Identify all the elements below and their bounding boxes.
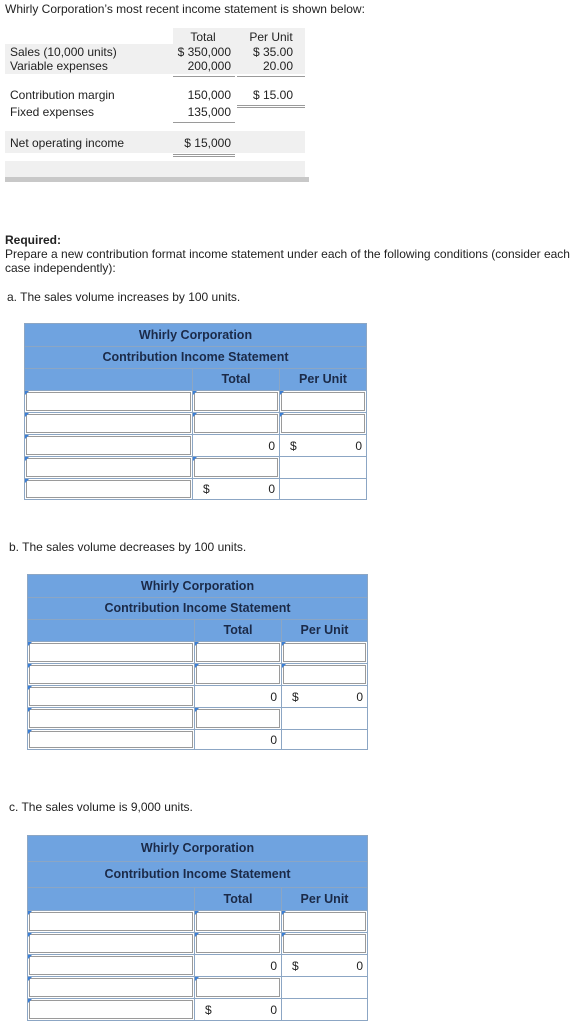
total-input[interactable] bbox=[196, 912, 280, 931]
required-text: Prepare a new contribution format income statement under each of the following conditions (consider each case independently): bbox=[5, 247, 570, 275]
col-per-unit-header: Per Unit bbox=[282, 620, 367, 642]
line-item-label-input[interactable] bbox=[26, 480, 191, 498]
company-name: Whirly Corporation bbox=[28, 575, 367, 598]
row-label: Fixed expenses bbox=[10, 105, 95, 119]
worksheet-a bbox=[24, 323, 367, 500]
company-name: Whirly Corporation bbox=[28, 836, 367, 862]
per-unit-input[interactable] bbox=[283, 665, 366, 684]
line-item-label-input[interactable] bbox=[29, 687, 193, 706]
total-input[interactable] bbox=[196, 709, 280, 728]
total-input[interactable] bbox=[194, 458, 278, 477]
cm-total-value: 0 bbox=[270, 689, 277, 704]
noi-total-value: 0 bbox=[270, 1002, 277, 1017]
total-input[interactable] bbox=[194, 392, 278, 411]
total-input[interactable] bbox=[196, 934, 280, 953]
currency-symbol: $ bbox=[203, 482, 210, 496]
required-heading: Required: bbox=[5, 233, 62, 247]
per-unit-input[interactable] bbox=[281, 392, 365, 411]
col-total-header: Total bbox=[193, 369, 280, 391]
part-a-prompt: a. The sales volume increases by 100 units. bbox=[7, 290, 241, 304]
row-per-unit: $ 35.00 bbox=[252, 45, 293, 59]
row-per-unit: $ 15.00 bbox=[252, 88, 293, 102]
total-input[interactable] bbox=[196, 665, 280, 684]
part-c-prompt: c. The sales volume is 9,000 units. bbox=[9, 800, 193, 814]
cm-total-value: 0 bbox=[270, 958, 277, 973]
line-item-label-input[interactable] bbox=[26, 436, 191, 455]
row-label: Variable expenses bbox=[10, 59, 108, 73]
line-item-label-input[interactable] bbox=[26, 458, 191, 477]
line-item-label-input[interactable] bbox=[29, 956, 193, 975]
col-total-header: Total bbox=[195, 888, 282, 911]
row-label: Sales (10,000 units) bbox=[10, 45, 117, 59]
worksheet-c bbox=[27, 835, 368, 1021]
company-name: Whirly Corporation bbox=[25, 324, 366, 347]
currency-symbol: $ bbox=[205, 1002, 212, 1017]
per-unit-input[interactable] bbox=[283, 934, 366, 953]
row-label: Contribution margin bbox=[10, 88, 115, 102]
line-item-label-input[interactable] bbox=[29, 643, 193, 662]
row-per-unit: 20.00 bbox=[262, 59, 293, 73]
line-item-label-input[interactable] bbox=[29, 665, 193, 684]
col-total-header: Total bbox=[195, 620, 282, 642]
row-total: 150,000 bbox=[187, 88, 231, 102]
intro-text: Whirly Corporation’s most recent income statement is shown below: bbox=[5, 2, 365, 16]
statement-title: Contribution Income Statement bbox=[25, 347, 366, 369]
noi-total-value: 0 bbox=[270, 732, 277, 747]
statement-title: Contribution Income Statement bbox=[28, 862, 367, 888]
part-b-prompt: b. The sales volume decreases by 100 units. bbox=[9, 540, 247, 554]
line-item-label-input[interactable] bbox=[26, 392, 191, 411]
line-item-label-input[interactable] bbox=[29, 1000, 193, 1019]
noi-total-value: 0 bbox=[268, 482, 275, 496]
currency-symbol: $ bbox=[292, 958, 299, 973]
line-item-label-input[interactable] bbox=[29, 731, 193, 748]
line-item-label-input[interactable] bbox=[29, 912, 193, 931]
row-total: 200,000 bbox=[187, 59, 231, 73]
income-statement bbox=[5, 28, 309, 184]
row-total: $ 350,000 bbox=[177, 45, 231, 59]
line-item-label-input[interactable] bbox=[29, 709, 193, 728]
total-input[interactable] bbox=[196, 643, 280, 662]
cm-per-unit-value: 0 bbox=[356, 689, 363, 704]
per-unit-input[interactable] bbox=[281, 414, 365, 433]
line-item-label-input[interactable] bbox=[29, 934, 193, 953]
worksheet-b bbox=[27, 574, 368, 750]
col-per-unit-header: Per Unit bbox=[282, 888, 367, 911]
line-item-label-input[interactable] bbox=[29, 978, 193, 997]
row-label: Net operating income bbox=[10, 136, 125, 150]
per-unit-input[interactable] bbox=[283, 643, 366, 662]
currency-symbol: $ bbox=[292, 689, 299, 704]
row-total: $ 15,000 bbox=[184, 136, 231, 150]
statement-title: Contribution Income Statement bbox=[28, 598, 367, 620]
row-total: 135,000 bbox=[187, 105, 231, 119]
currency-symbol: $ bbox=[290, 438, 297, 453]
cm-per-unit-value: 0 bbox=[355, 438, 362, 453]
total-input[interactable] bbox=[194, 414, 278, 433]
line-item-label-input[interactable] bbox=[26, 414, 191, 433]
per-unit-input[interactable] bbox=[283, 912, 366, 931]
col-per-unit-header: Per Unit bbox=[249, 30, 293, 44]
total-input[interactable] bbox=[196, 978, 280, 997]
cm-total-value: 0 bbox=[268, 438, 275, 453]
cm-per-unit-value: 0 bbox=[356, 958, 363, 973]
col-per-unit-header: Per Unit bbox=[280, 369, 366, 391]
col-total-header: Total bbox=[190, 30, 216, 44]
